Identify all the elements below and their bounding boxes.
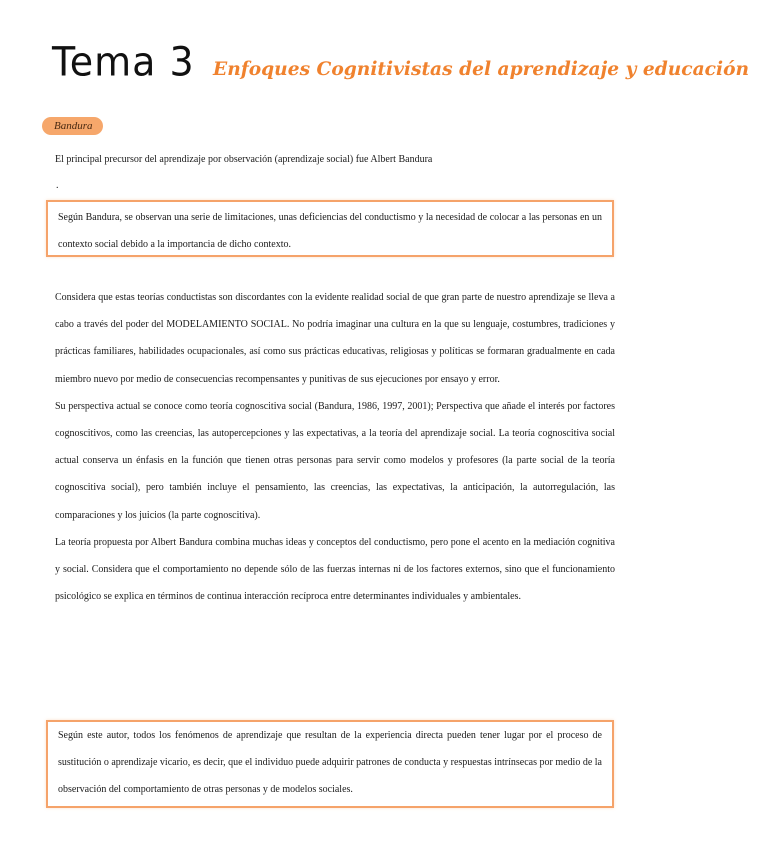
page-header bbox=[52, 38, 749, 88]
intro-paragraph: El principal precursor del aprendizaje por observación (aprendizaje social) fue Albert Bandura bbox=[55, 154, 433, 165]
highlight-box-vicario bbox=[46, 720, 614, 808]
highlight-box-text: Según este autor, todos los fenómenos de aprendizaje que resultan de la experiencia directa pueden tener lugar por el proceso de sustitución o aprendizaje vicario, es decir, que el individuo puede adquirir patrones de conducta y respuestas intrínsecas por medio de la observación del comportamiento de otras personas y de modelos sociales. bbox=[58, 730, 602, 795]
page-title: Tema 3 bbox=[52, 38, 195, 86]
body-text bbox=[55, 284, 615, 610]
page-subtitle: Enfoques Cognitivistas del aprendizaje y educación bbox=[212, 58, 749, 80]
paragraph-mediacion: La teoría propuesta por Albert Bandura combina muchas ideas y conceptos del conductismo, pero pone el acento en la mediación cognitiva y social. Considera que el comportamiento no depende sólo de las fuerzas internas ni de los factores externos, sino que el funcionamiento psicológico se explica en términos de continua interacción recíproca entre determinantes individuales y ambientales. bbox=[55, 536, 615, 603]
highlight-box-limitations bbox=[46, 200, 614, 257]
highlight-box-text: Según Bandura, se observan una serie de limitaciones, unas deficiencias del conductismo y la necesidad de colocar a las personas en un contexto social debido a la importancia de dicho contexto. bbox=[58, 212, 602, 250]
paragraph-teoria-cognoscitiva: Su perspectiva actual se conoce como teoría cognoscitiva social (Bandura, 1986, 1997, 2001); Perspectiva que añade el interés por factores cognoscitivos, como las creencias, las autopercepciones y las expectativas, a la teoría del aprendizaje social. La teoría cognoscitiva social actual conserva un énfasis en la función que tienen otras personas para servir como modelos y profesores (la parte social de la teoría cognoscitiva social), pero también incluye el pensamiento, las creencias, las expectativas, la anticipación, la autorregulación, las comparaciones y los juicios (la parte cognoscitiva). bbox=[55, 400, 615, 521]
section-tag: Bandura bbox=[42, 117, 103, 135]
intro-dot: . bbox=[56, 180, 59, 191]
paragraph-modelamiento: Considera que estas teorías conductistas son discordantes con la evidente realidad social de que gran parte de nuestro aprendizaje se lleva a cabo a través del poder del MODELAMIENTO SOCIAL. No podría imaginar una cultura en la que su lenguaje, costumbres, tradiciones y prácticas familiares, habilidades ocupacionales, así como sus prácticas educativas, religiosas y políticas se formaran gradualmente en cada miembro nuevo por medio de consecuencias recompensantes y punitivas de sus ejecuciones por ensayo y error. bbox=[55, 292, 615, 385]
